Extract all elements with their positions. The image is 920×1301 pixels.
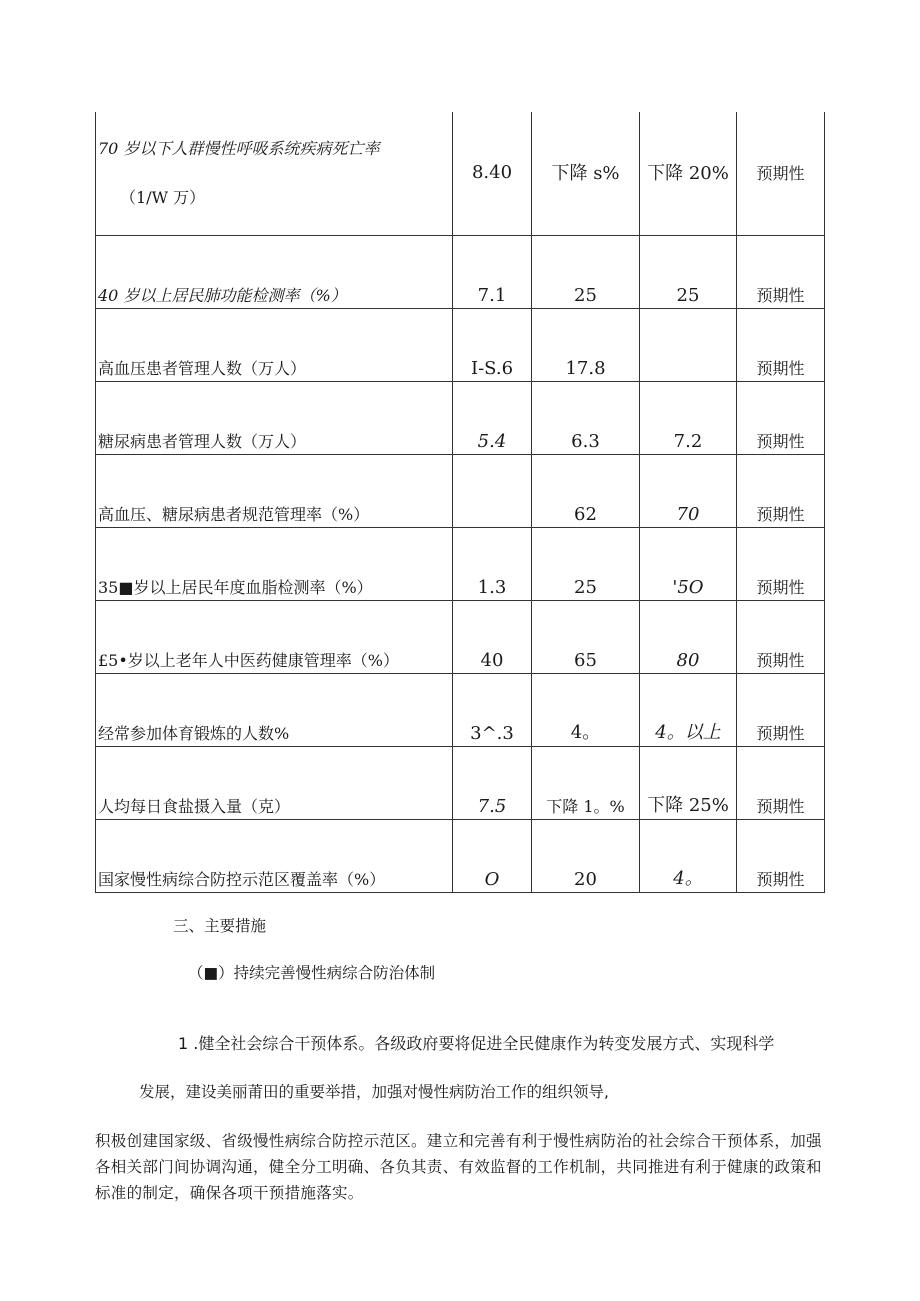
- indicator-name: £5•岁以上老年人中医药健康管理率（%）: [96, 600, 453, 673]
- indicator-type: 预期性: [737, 527, 825, 600]
- indicator-name-line1: 70 岁以下人群慢性呼吸系统疾病死亡率: [98, 139, 380, 159]
- target-2020-value: 65: [532, 600, 640, 673]
- target-2025-value: 下降 20%: [640, 112, 737, 235]
- baseline-value: 8.40: [453, 112, 532, 235]
- target-2020-value: 62: [532, 454, 640, 527]
- baseline-value: 3^.3: [453, 673, 532, 746]
- indicator-name: 高血压患者管理人数（万人）: [96, 308, 453, 381]
- target-2025-value: 70: [640, 454, 737, 527]
- indicator-type: 预期性: [737, 381, 825, 454]
- table-row: [96, 112, 825, 235]
- paragraph-line: 发展，建设美丽莆田的重要举措，加强对慢性病防治工作的组织领导,: [139, 1083, 609, 1101]
- section-title: 三、主要措施: [173, 917, 267, 935]
- paragraph-line: 1 .健全社会综合干预体系。各级政府要将促进全民健康作为转变发展方式、实现科学: [178, 1034, 775, 1053]
- table-row: [96, 381, 825, 454]
- target-2025-value: 7.2: [640, 381, 737, 454]
- baseline-value: 5.4: [453, 381, 532, 454]
- baseline-value: [453, 454, 532, 527]
- indicator-name: 高血压、糖尿病患者规范管理率（%）: [96, 454, 453, 527]
- table-row: [96, 527, 825, 600]
- table-row: [96, 819, 825, 892]
- target-2020-value: 25: [532, 527, 640, 600]
- indicator-name: 40 岁以上居民肺功能检测率（%）: [96, 235, 453, 308]
- indicator-name: 35■岁以上居民年度血脂检测率（%）: [96, 527, 453, 600]
- indicator-name: 糖尿病患者管理人数（万人）: [96, 381, 453, 454]
- table-row: [96, 454, 825, 527]
- table-row: [96, 600, 825, 673]
- table-row: [96, 673, 825, 746]
- indicator-name: 国家慢性病综合防控示范区覆盖率（%）: [96, 819, 453, 892]
- baseline-value: I-S.6: [453, 308, 532, 381]
- target-2020-value: 20: [532, 819, 640, 892]
- target-2020-value: 25: [532, 235, 640, 308]
- indicator-type: 预期性: [737, 746, 825, 819]
- table-row: [96, 308, 825, 381]
- baseline-value: O: [453, 819, 532, 892]
- target-2025-value: 4。: [640, 819, 737, 892]
- indicator-type: 预期性: [737, 673, 825, 746]
- indicator-name: 经常参加体育锻炼的人数%: [96, 673, 453, 746]
- indicator-type: 预期性: [737, 454, 825, 527]
- baseline-value: 1.3: [453, 527, 532, 600]
- indicator-type: 预期性: [737, 112, 825, 235]
- baseline-value: 7.5: [453, 746, 532, 819]
- target-2025-value: 25: [640, 235, 737, 308]
- indicator-name: [96, 112, 453, 235]
- baseline-value: 7.1: [453, 235, 532, 308]
- indicator-name: 人均每日食盐摄入量（克）: [96, 746, 453, 819]
- target-2020-value: 下降 1。%: [532, 746, 640, 819]
- target-2020-value: 下降 s%: [532, 112, 640, 235]
- table-row: [96, 235, 825, 308]
- target-2020-value: 17.8: [532, 308, 640, 381]
- indicator-type: 预期性: [737, 600, 825, 673]
- indicator-type: 预期性: [737, 819, 825, 892]
- indicator-type: 预期性: [737, 235, 825, 308]
- indicator-name-line2: （1/W 万）: [120, 188, 206, 208]
- target-2025-value: [640, 308, 737, 381]
- target-2020-value: 6.3: [532, 381, 640, 454]
- target-2020-value: 4。: [532, 673, 640, 746]
- target-2025-value: 80: [640, 600, 737, 673]
- indicator-table: [95, 112, 825, 893]
- table-row: [96, 746, 825, 819]
- paragraph: 积极创建国家级、省级慢性病综合防控示范区。建立和完善有利于慢性病防治的社会综合干预体系，加强各相关部门间协调沟通，健全分工明确、各负其责、有效监督的工作机制，共同推进有利于健康的政策和标准的制定，确保各项干预措施落实。: [95, 1132, 822, 1202]
- target-2025-value: 下降 25%: [640, 746, 737, 819]
- baseline-value: 40: [453, 600, 532, 673]
- target-2025-value: 4。以上: [640, 673, 737, 746]
- subsection-title: （■）持续完善慢性病综合防治体制: [188, 964, 436, 982]
- target-2025-value: '5O: [640, 527, 737, 600]
- indicator-type: 预期性: [737, 308, 825, 381]
